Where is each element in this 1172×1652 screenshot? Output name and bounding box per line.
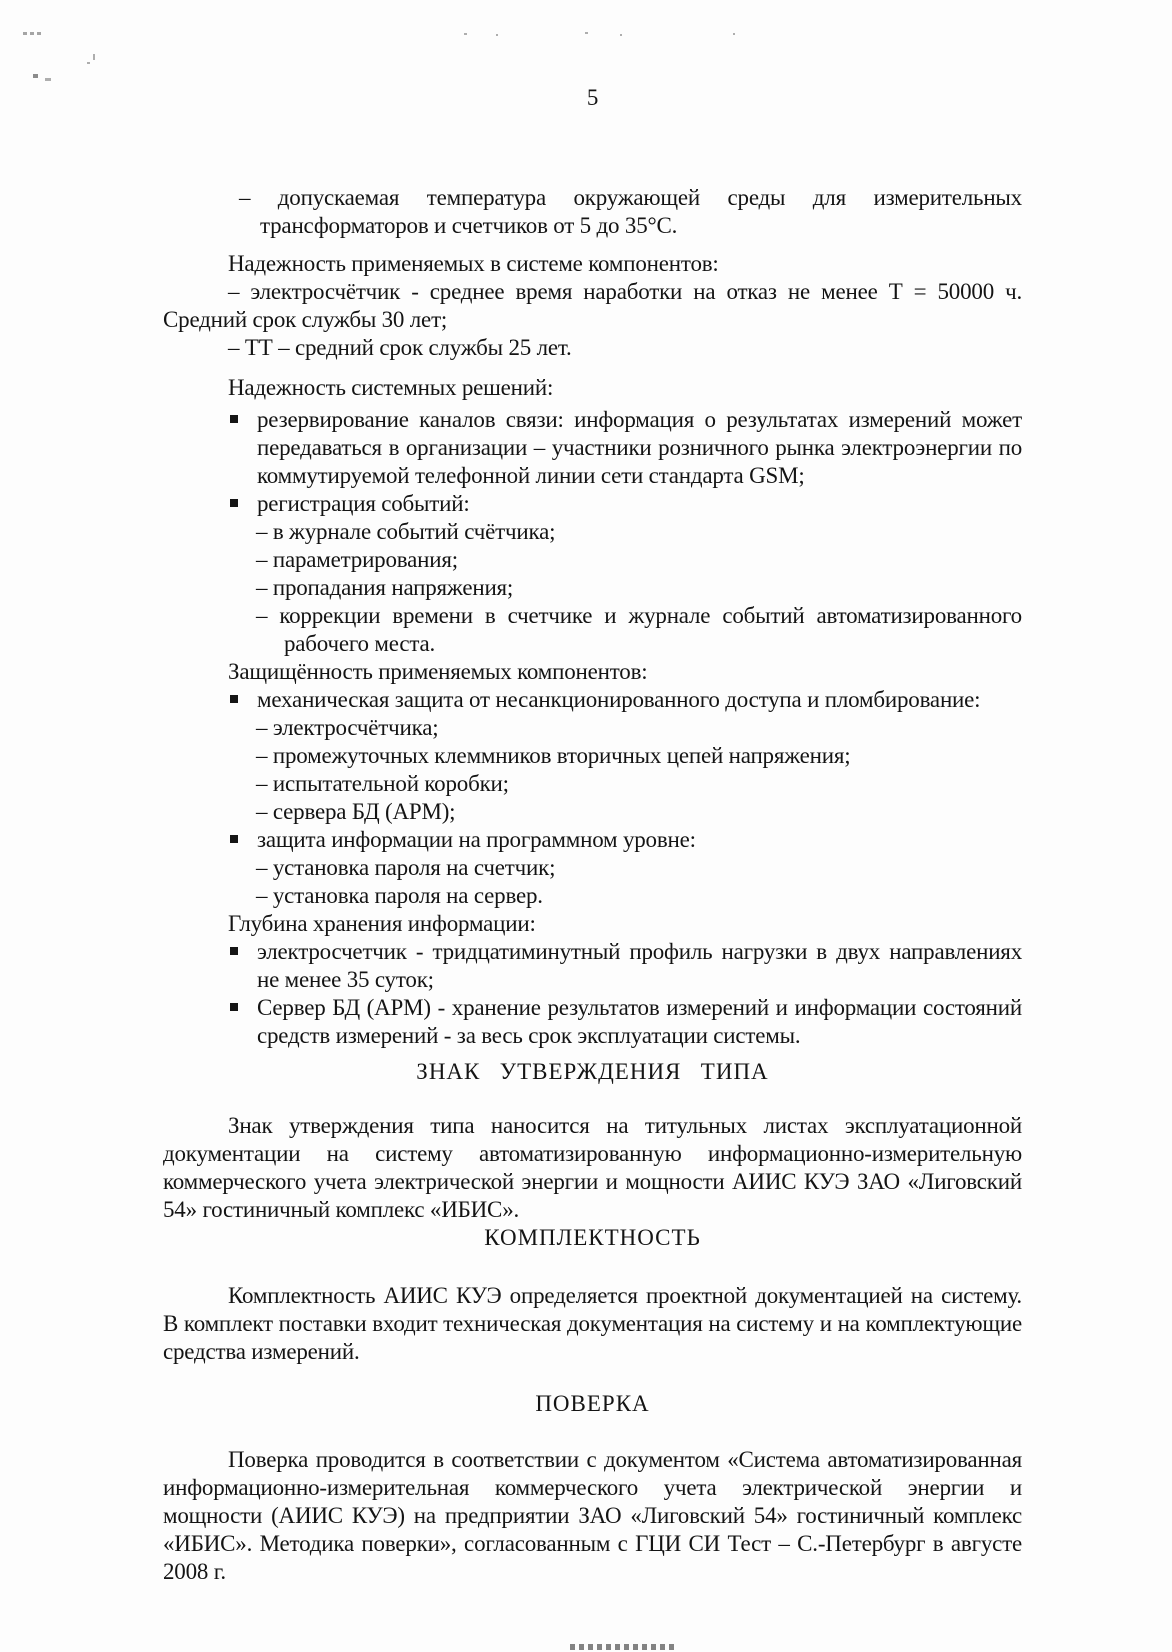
square-bullet-icon xyxy=(230,1003,238,1011)
square-bullet-icon xyxy=(230,947,238,955)
square-bullet-icon xyxy=(230,835,238,843)
square-bullet-icon xyxy=(230,415,238,423)
bullet-item-text: защита информации на программном уровне: xyxy=(257,827,696,852)
dash-sub-item: – сервера БД (АРМ); xyxy=(256,799,456,824)
heading-completeness: КОМПЛЕКТНОСТЬ xyxy=(484,1225,701,1250)
square-bullet-icon xyxy=(230,695,238,703)
scan-artifact-speck xyxy=(464,33,467,35)
dash-sub-item: – электросчётчика; xyxy=(256,715,439,740)
dash-sub-item: – параметрирования; xyxy=(256,547,458,572)
paragraph-completeness: Комплектность АИИС КУЭ определяется проектной документацией на систему. В комплект поставки входит техническая документация на систему и на комплектующие средства измерений. xyxy=(163,1283,1022,1364)
scan-artifact-speck xyxy=(496,34,498,36)
section-lead-in-reliability-components: Надежность применяемых в системе компонентов: xyxy=(228,251,719,276)
dash-sub-item: – в журнале событий счётчика; xyxy=(256,519,556,544)
paragraph-type-approval: Знак утверждения типа наносится на титульных листах эксплуатационной документации на систему автоматизированную информационно-измерительную коммерческого учета электрической энергии и мощности АИИС КУЭ ЗАО «Лиговский 54» гостиничный комплекс «ИБИС». xyxy=(163,1113,1022,1222)
scan-artifact-speck xyxy=(733,33,735,35)
dash-list-item-temperature: – допускаемая температура окружающей среды для измерительных трансформаторов и счетчиков от 5 до 35°С. xyxy=(239,185,1022,238)
scan-artifact-speck xyxy=(33,74,38,78)
dash-sub-item: – промежуточных клеммников вторичных цепей напряжения; xyxy=(256,743,851,768)
scan-artifact-speck xyxy=(45,78,51,81)
square-bullet-item-event-registration xyxy=(257,490,1022,518)
document-body xyxy=(163,84,1022,1586)
square-bullet-item-software-protection xyxy=(257,826,1022,854)
bullet-item-text: механическая защита от несанкционированного доступа и пломбирование: xyxy=(257,687,981,712)
square-bullet-item-channel-redundancy xyxy=(257,406,1022,490)
dash-sub-item: – установка пароля на счетчик; xyxy=(256,855,556,880)
dash-sub-item: – пропадания напряжения; xyxy=(256,575,514,600)
square-bullet-item-db-server-storage xyxy=(257,994,1022,1050)
section-lead-in-system-reliability: Надежность системных решений: xyxy=(228,375,554,400)
bullet-item-text: Сервер БД (АРМ) - хранение результатов измерений и информации состояний средств измерений - за весь срок эксплуатации системы. xyxy=(257,995,1022,1048)
scan-artifact-speck xyxy=(585,32,588,34)
scan-artifact-tick xyxy=(87,62,90,64)
section-lead-in-protection: Защищённость применяемых компонентов: xyxy=(228,659,648,684)
dash-sub-item: – испытательной коробки; xyxy=(256,771,509,796)
section-lead-in-storage-depth: Глубина хранения информации: xyxy=(228,911,536,936)
dash-sub-item: – коррекции времени в счетчике и журнале событий автоматизированного рабочего места. xyxy=(256,603,1022,656)
scan-artifact-speck xyxy=(620,34,622,36)
scan-artifact-tick xyxy=(93,54,95,60)
dash-sub-item: – установка пароля на сервер. xyxy=(256,883,543,908)
scan-artifact-top-left xyxy=(23,32,43,35)
scan-artifact-bottom-cutoff-text xyxy=(570,1644,674,1650)
heading-verification: ПОВЕРКА xyxy=(535,1391,650,1416)
square-bullet-item-mechanical-protection xyxy=(257,686,1022,714)
heading-type-approval-mark: ЗНАК УТВЕРЖДЕНИЯ ТИПА xyxy=(416,1059,769,1084)
bullet-item-text: электросчетчик - тридцатиминутный профиль нагрузки в двух направлениях не менее 35 суток; xyxy=(257,939,1022,992)
paragraph-verification: Поверка проводится в соответствии с документом «Система автоматизированная информационно-измерительная коммерческого учета электрической энергии и мощности (АИИС КУЭ) на предприятии ЗАО «Лиговский 54» гостиничный комплекс «ИБИС». Методика поверки», согласованным с ГЦИ СИ Тест – С.-Петербург в августе 2008 г. xyxy=(163,1447,1022,1584)
square-bullet-icon xyxy=(230,499,238,507)
page-number: 5 xyxy=(586,85,599,110)
bullet-item-text: регистрация событий: xyxy=(257,491,470,516)
bullet-item-text: резервирование каналов связи: информация о результатах измерений может передаваться в организации – участники розничного рынка электроэнергии по коммутируемой телефонной линии сети стандарта GSM; xyxy=(257,407,1022,488)
dash-list-item-meter-mtbf: – электросчётчик - среднее время наработки на отказ не менее Т = 50000 ч. Средний срок службы 30 лет; xyxy=(163,279,1022,332)
dash-list-item-tt-lifetime: – ТТ – средний срок службы 25 лет. xyxy=(228,335,572,360)
square-bullet-item-meter-profile xyxy=(257,938,1022,994)
